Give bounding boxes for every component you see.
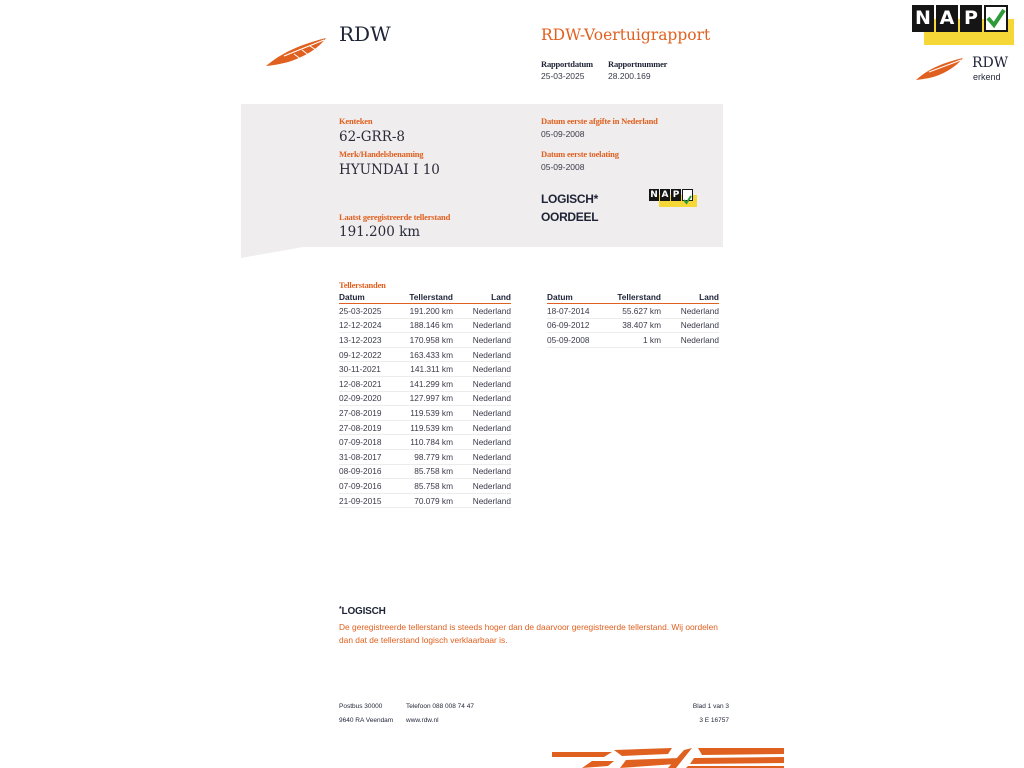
reading-odometer: 38.407 km [607,318,661,333]
last-odometer-value: 191.200 km [339,224,421,240]
table-row [547,318,719,333]
table-row [339,435,511,450]
reading-country: Nederland [453,420,511,435]
make-label: Merk/Handelsbenaming [339,149,424,159]
reading-date: 08-09-2016 [339,464,399,479]
reading-odometer: 70.079 km [399,493,453,508]
reading-country: Nederland [453,479,511,494]
nap-large-logo [912,5,1014,45]
footer-postbus: Postbus 30000 [339,703,383,710]
nap-large-letter: A [936,5,958,32]
reading-odometer: 98.779 km [399,449,453,464]
reading-country: Nederland [453,304,511,319]
reading-country: Nederland [453,333,511,348]
footnote-heading [339,606,386,617]
nap-large-check-icon [984,5,1008,32]
first-nl-value: 05-09-2008 [541,129,585,139]
col-date: Datum [547,292,607,304]
table-row [339,479,511,494]
table-row [339,493,511,508]
reading-odometer: 119.539 km [399,406,453,421]
reading-country: Nederland [453,347,511,362]
org-name: RDW [339,22,391,46]
col-odometer: Tellerstand [399,292,453,304]
table-row [339,391,511,406]
verdict-line2: OORDEEL [541,210,599,224]
readings-title: Tellerstanden [339,280,386,290]
nap-large-letters [912,5,1008,32]
last-odometer-label: Laatst geregistreerde tellerstand [339,212,451,222]
reading-odometer: 141.311 km [399,362,453,377]
reading-date: 25-03-2025 [339,304,399,319]
reading-country: Nederland [453,406,511,421]
reading-country: Nederland [453,493,511,508]
reading-date: 09-12-2022 [339,347,399,362]
reading-date: 13-12-2023 [339,333,399,348]
first-admission-value: 05-09-2008 [541,162,585,172]
report-title: RDW-Voertuigrapport [541,26,711,44]
reading-date: 30-11-2021 [339,362,399,377]
verdict-line1: LOGISCH* [541,192,598,206]
footer-page: Blad 1 van 3 [692,703,729,710]
footnote-title: LOGISCH [341,606,386,617]
reading-odometer: 85.758 km [399,479,453,494]
reading-date: 06-09-2012 [547,318,607,333]
footer-stripe-decoration [552,746,784,768]
reading-odometer: 85.758 km [399,464,453,479]
reading-odometer: 191.200 km [399,304,453,319]
nap-small-letter: A [661,190,669,200]
table-row [547,333,719,348]
table-row [339,347,511,362]
reading-odometer: 55.627 km [607,304,661,319]
plate-value: 62-GRR-8 [339,129,406,145]
footer-phone: Telefoon 088 008 74 47 [406,703,474,710]
reading-country: Nederland [661,333,719,348]
rdw-feather-logo [264,34,330,68]
reading-odometer: 170.958 km [399,333,453,348]
readings-table-header [339,292,511,304]
reading-odometer: 110.784 km [399,435,453,450]
plate-label: Kenteken [339,116,373,126]
reading-odometer: 127.997 km [399,391,453,406]
reading-country: Nederland [453,435,511,450]
table-row [339,464,511,479]
first-nl-label: Datum eerste afgifte in Nederland [541,116,658,126]
reading-date: 27-08-2019 [339,406,399,421]
footer-code: 3 E 16757 [699,717,729,724]
reading-date: 07-09-2016 [339,479,399,494]
table-row [339,318,511,333]
reading-odometer: 141.299 km [399,376,453,391]
reading-date: 12-12-2024 [339,318,399,333]
report-number-label: Rapportnummer [608,59,668,69]
table-row [339,376,511,391]
reading-country: Nederland [453,362,511,377]
nap-small-logo [649,189,697,209]
make-value: HYUNDAI I 10 [339,162,440,178]
reading-date: 27-08-2019 [339,420,399,435]
reading-country: Nederland [453,318,511,333]
nap-large-letter: P [960,5,982,32]
report-date: 25-03-2025 [541,71,585,81]
reading-odometer: 1 km [607,333,661,348]
table-row [339,304,511,319]
reading-date: 05-09-2008 [547,333,607,348]
reading-odometer: 119.539 km [399,420,453,435]
footnote-marker: * [339,606,342,613]
nap-small-check-icon [682,189,693,201]
footer-city: 9640 RA Veendam [339,717,394,724]
panel-tail-decoration [241,247,303,258]
reading-date: 31-08-2017 [339,449,399,464]
footnote-text: De geregistreerde tellerstand is steeds hoger dan de daarvoor geregistreerde tellerstand. Wij oordelen dan dat de tellerstand logisch verklaarbaar is. [339,622,718,645]
table-row [339,420,511,435]
reading-date: 18-07-2014 [547,304,607,319]
reading-country: Nederland [453,464,511,479]
rdw-erkend-feather-icon [915,55,965,81]
col-date: Datum [339,292,399,304]
nap-large-letter: N [912,5,934,32]
nap-small-letter: N [650,190,658,200]
table-row [339,406,511,421]
reading-country: Nederland [661,318,719,333]
reading-country: Nederland [661,304,719,319]
readings-table-right [547,292,719,348]
reading-odometer: 163.433 km [399,347,453,362]
table-row [339,333,511,348]
nap-small-letters [649,189,693,201]
reading-date: 21-09-2015 [339,493,399,508]
readings-table-header [547,292,719,304]
reading-country: Nederland [453,449,511,464]
report-date-label: Rapportdatum [541,59,593,69]
rdw-erkend-sub: erkend [973,72,1001,82]
report-number: 28.200.169 [608,71,651,81]
table-row [547,304,719,319]
nap-small-letter: P [672,190,680,200]
table-row [339,449,511,464]
rdw-erkend-brand: RDW [972,55,1009,71]
readings-table-left [339,292,511,508]
reading-date: 02-09-2020 [339,391,399,406]
reading-date: 07-09-2018 [339,435,399,450]
reading-country: Nederland [453,391,511,406]
footer-website: www.rdw.nl [406,717,439,724]
col-odometer: Tellerstand [607,292,661,304]
table-row [339,362,511,377]
first-admission-label: Datum eerste toelating [541,149,619,159]
reading-odometer: 188.146 km [399,318,453,333]
col-country: Land [661,292,719,304]
reading-country: Nederland [453,376,511,391]
reading-date: 12-08-2021 [339,376,399,391]
col-country: Land [453,292,511,304]
